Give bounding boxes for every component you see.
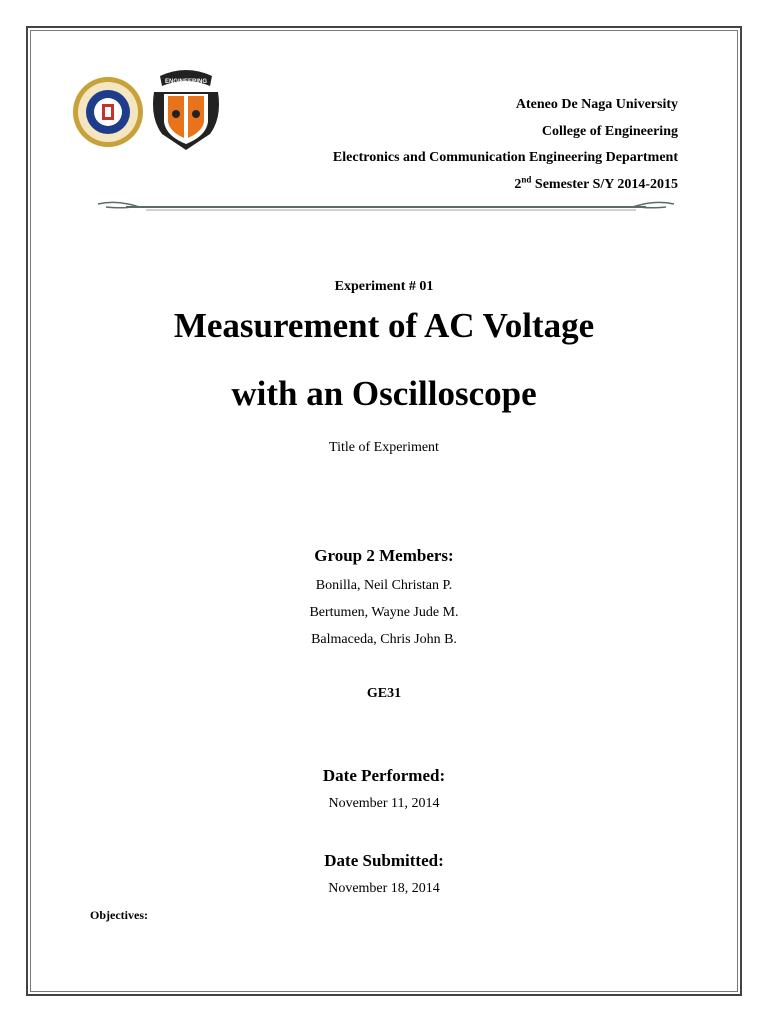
university-name: Ateneo De Naga University bbox=[515, 97, 678, 112]
course-code: GE31 bbox=[366, 686, 402, 701]
date-submitted-label: Date Submitted: bbox=[324, 851, 444, 870]
experiment-number: Experiment # 01 bbox=[334, 279, 434, 294]
member-name: Bonilla, Neil Christan P. bbox=[315, 578, 453, 593]
institution-header bbox=[258, 92, 678, 198]
date-performed-label: Date Performed: bbox=[322, 766, 446, 785]
member-name: Balmaceda, Chris John B. bbox=[311, 632, 457, 647]
engineering-crest-icon bbox=[148, 68, 224, 154]
decorative-divider bbox=[96, 198, 676, 218]
experiment-title-line2: with an Oscilloscope bbox=[231, 374, 537, 413]
objectives-label: Objectives: bbox=[90, 908, 148, 922]
group-heading: Group 2 Members: bbox=[314, 546, 454, 565]
college-name: College of Engineering bbox=[541, 123, 678, 139]
semester-line: 2nd Semester S/Y 2014-2015 bbox=[514, 173, 678, 192]
university-seal-icon bbox=[72, 76, 144, 148]
date-performed-value: November 11, 2014 bbox=[328, 796, 440, 811]
experiment-title-line1: Measurement of AC Voltage bbox=[173, 306, 595, 345]
date-submitted-value: November 18, 2014 bbox=[328, 881, 440, 896]
member-name: Bertumen, Wayne Jude M. bbox=[309, 605, 459, 620]
title-caption: Title of Experiment bbox=[329, 440, 439, 455]
department-name: Electronics and Communication Engineering Department bbox=[332, 150, 678, 165]
crest-label: ENGINEERING bbox=[164, 79, 208, 85]
